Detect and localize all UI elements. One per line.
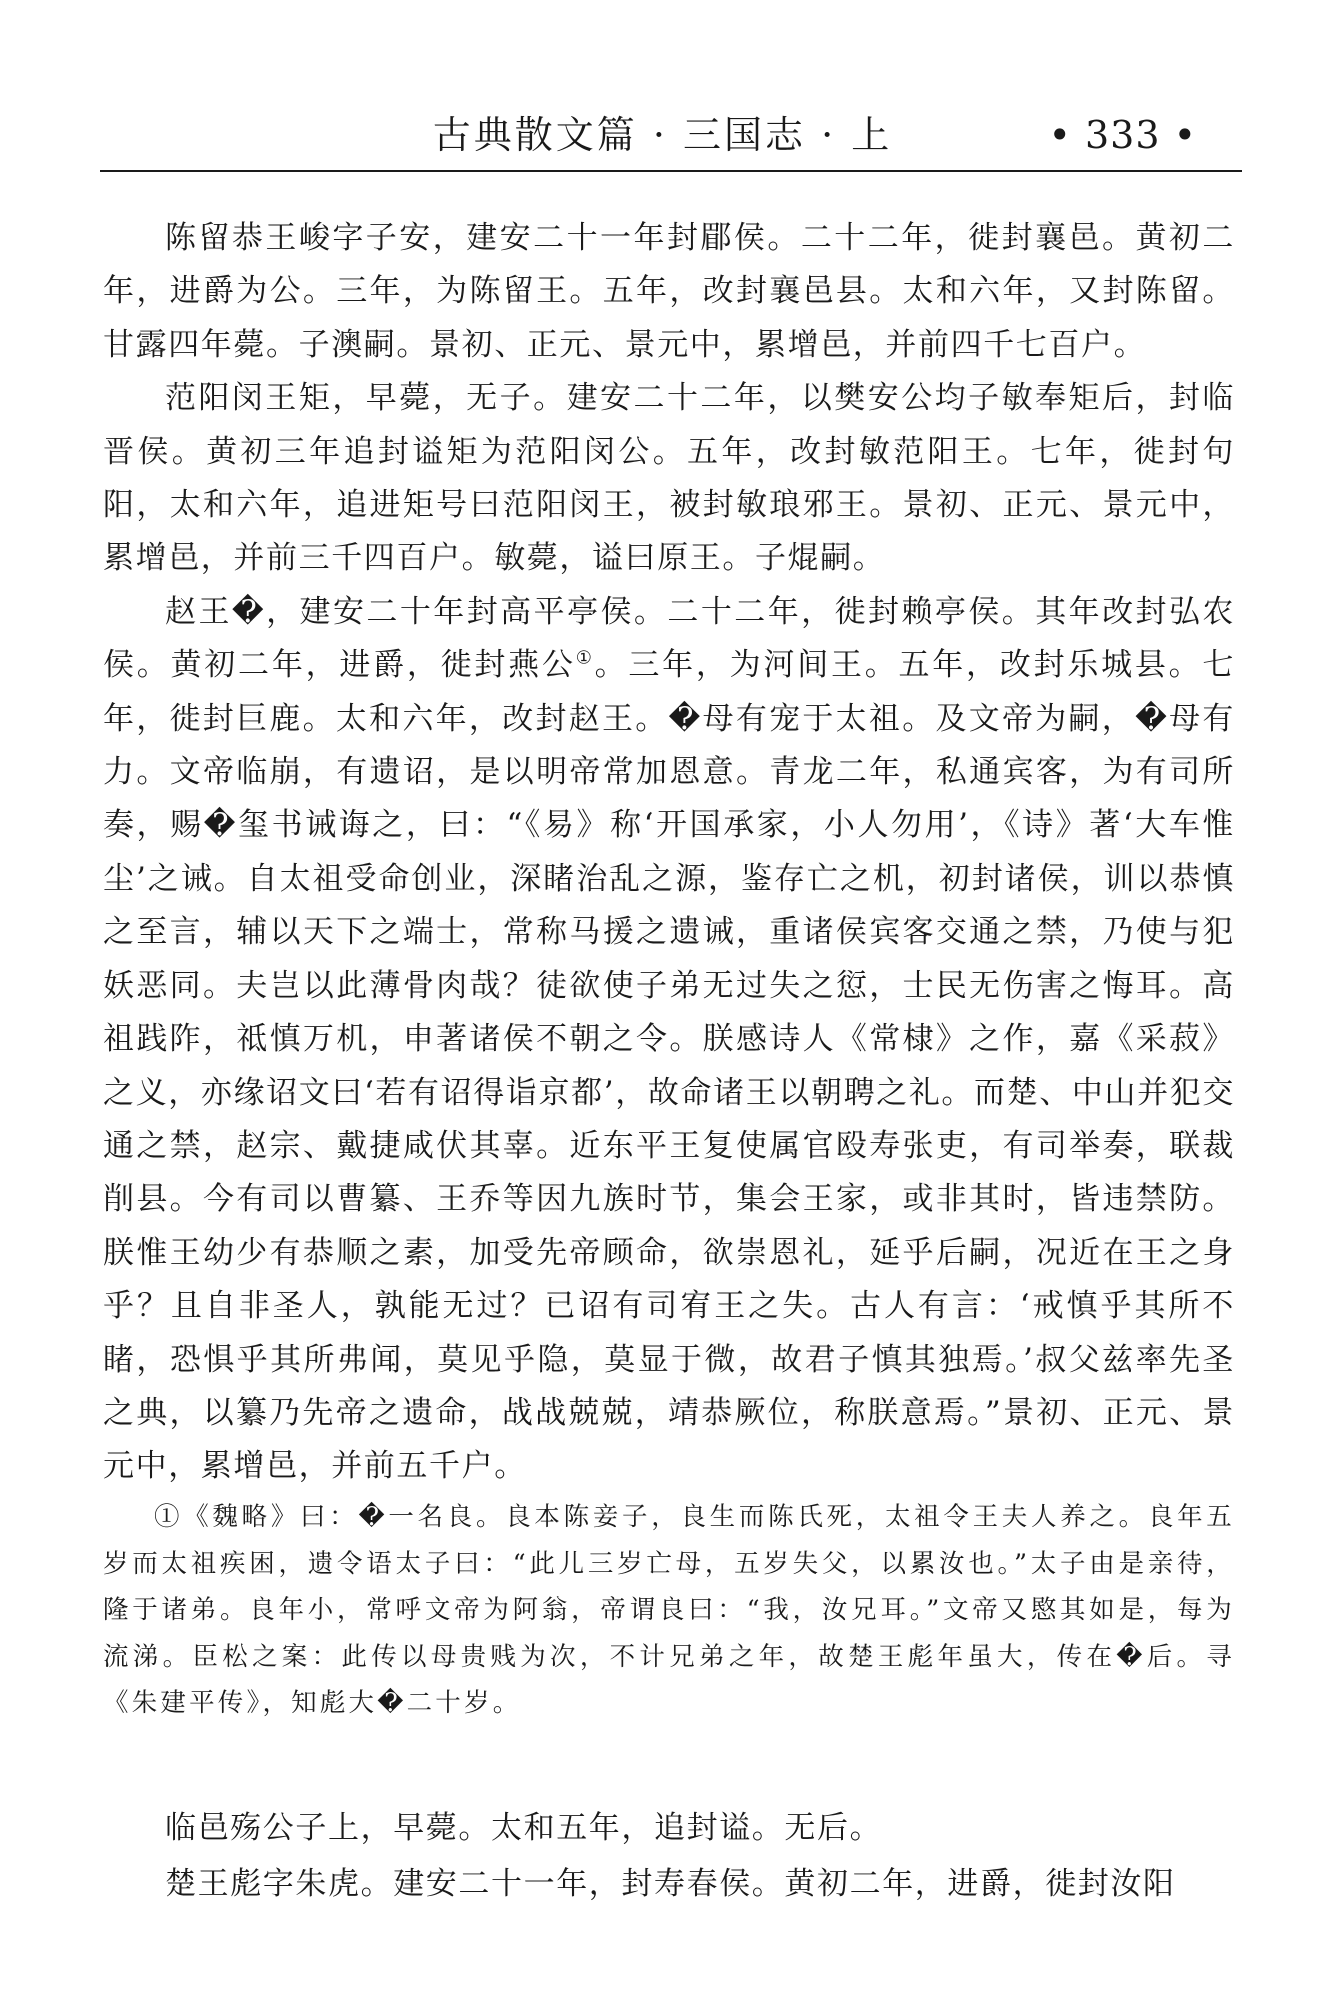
continued-text [103, 1800, 1235, 1912]
paragraph-zhao-part-2: 。三年，为河间王。五年，改封乐城县。七年，徙封巨鹿。太和六年，改封赵王。�母有宠于太祖。及文帝为嗣，�母有力。文帝临崩，有遗诏，是以明帝常加恩意。青龙二年，私通宾客，为有司所奏，赐�玺书诫诲之，曰：“《易》称‘开国承家，小人勿用’，《诗》著‘大车惟尘’之诫。自太祖受命创业，深睹治乱之源，鉴存亡之机，初封诸侯，训以恭慎之至言，辅以天下之端士，常称马援之遗诫，重诸侯宾客交通之禁，乃使与犯妖恶同。夫岂以此薄骨肉哉？徒欲使子弟无过失之愆，士民无伤害之悔耳。高祖践阼，祗慎万机，申著诸侯不朝之令。朕感诗人《常棣》之作，嘉《采菽》之义，亦缘诏文曰‘若有诏得诣京都’，故命诸王以朝聘之礼。而楚、中山并犯交通之禁，赵宗、戴捷咸伏其辜。近东平王复使属官殴寿张吏，有司举奏，联裁削县。今有司以曹纂、王乔等因九族时节，集会王家，或非其时，皆违禁防。朕惟王幼少有恭顺之素，加受先帝顾命，欲崇恩礼，延乎后嗣，况近在王之身乎？且自非圣人，孰能无过？已诏有司宥王之失。古人有言：‘戒慎乎其所不睹，恐惧乎其所弗闻，莫见乎隐，莫显于微，故君子慎其独焉。’叔父兹率先圣之典，以纂乃先帝之遗命，战战兢兢，靖恭厥位，称朕意焉。”景初、正元、景元中，累增邑，并前五千户。 [103, 647, 1235, 1485]
main-text [103, 212, 1235, 1494]
header-rule [100, 170, 1242, 172]
footnote-reference-mark: ① [575, 647, 595, 669]
paragraph-linyi: 临邑殇公子上，早薨。太和五年，追封谥。无后。 [165, 1810, 883, 1846]
header-title: 古典散文篇 · 三国志 · 上 [432, 113, 893, 157]
page-number: • 333 • [1048, 113, 1197, 157]
footnote-text: ①《魏略》曰：�一名良。良本陈妾子，良生而陈氏死，太祖令王夫人养之。良年五岁而太祖疾困，遗令语太子曰：“此儿三岁亡母，五岁失父，以累汝也。”太子由是亲待，隆于诸弟。良年小，常呼文帝为阿翁，帝谓良曰：“我，汝兄耳。”文帝又愍其如是，每为流涕。臣松之案：此传以母贵贱为次，不计兄弟之年，故楚王彪年虽大，传在�后。寻《朱建平传》，知彪大�二十岁。 [103, 1502, 1235, 1718]
paragraph-chenliu: 陈留恭王峻字子安，建安二十一年封郿侯。二十二年，徙封襄邑。黄初二年，进爵为公。三年，为陈留王。五年，改封襄邑县。太和六年，又封陈留。甘露四年薨。子澳嗣。景初、正元、景元中，累增邑，并前四千七百户。 [103, 220, 1235, 363]
paragraph-fanyang: 范阳闵王矩，早薨，无子。建安二十二年，以樊安公均子敏奉矩后，封临晋侯。黄初三年追封谥矩为范阳闵公。五年，改封敏范阳王。七年，徙封句阳，太和六年，追进矩号曰范阳闵王，被封敏琅邪王。景初、正元、景元中，累增邑，并前三千四百户。敏薨，谥曰原王。子焜嗣。 [103, 380, 1235, 577]
running-header [100, 110, 1225, 160]
footnote-block [103, 1494, 1235, 1727]
paragraph-zhao [103, 586, 1235, 1494]
paragraph-zhao-part-1: 赵王�，建安二十年封高平亭侯。二十二年，徙封赖亭侯。其年改封弘农侯。黄初二年，进爵，徙封燕公 [103, 593, 1235, 684]
paragraph-chu: 楚王彪字朱虎。建安二十一年，封寿春侯。黄初二年，进爵，徙封汝阳 [165, 1866, 1176, 1902]
